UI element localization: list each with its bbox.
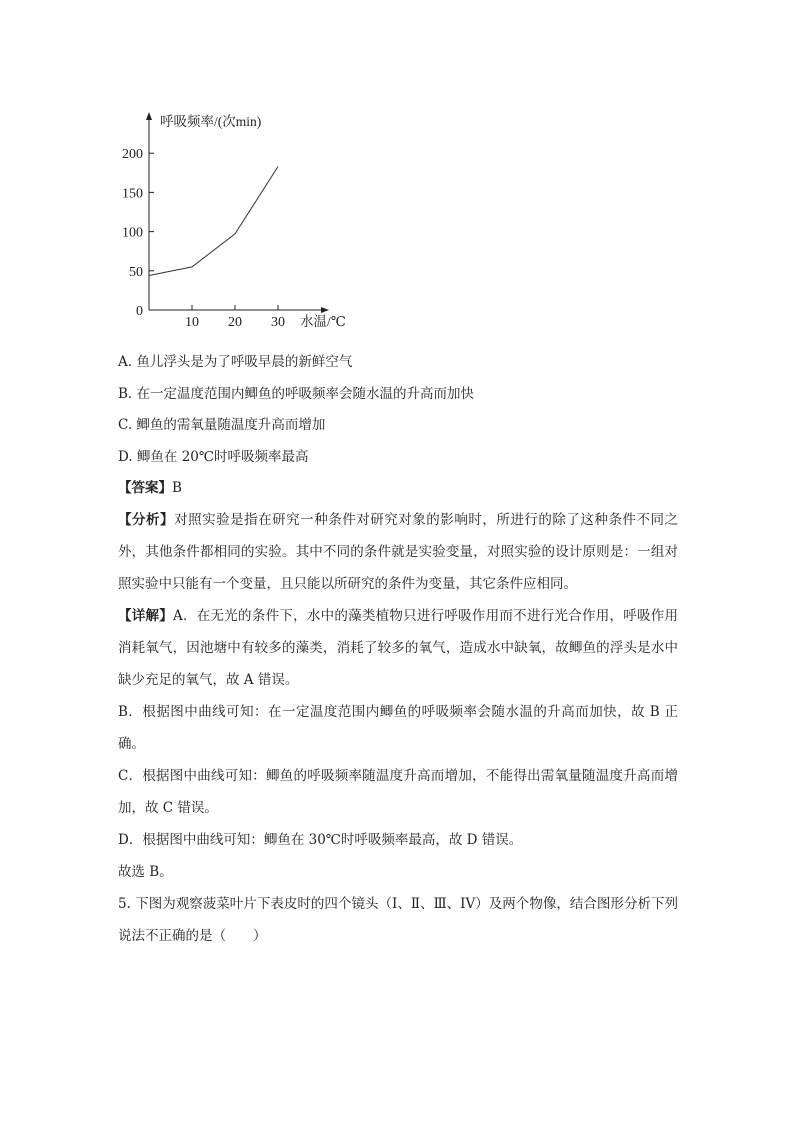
x-tick-label: 10	[185, 315, 199, 330]
y-tick-label: 150	[122, 186, 143, 202]
detail-c: C．根据图中曲线可知：鲫鱼的呼吸频率随温度升高而增加，不能得出需氧量随温度升高而增加，故 C 错误。	[118, 768, 678, 816]
option-d: D. 鲫鱼在 20℃时呼吸频率最高	[118, 449, 309, 465]
answer-tag: 【答案】	[118, 480, 172, 496]
y-tick-label: 50	[129, 264, 143, 280]
y-axis-arrow	[146, 112, 152, 120]
answer	[118, 478, 182, 498]
x-tick-label: 20	[228, 315, 242, 330]
option-c: C. 鲫鱼的需氧量随温度升高而增加	[118, 417, 326, 433]
detail-conclusion: 故选 B。	[118, 864, 173, 880]
chart-axes	[146, 112, 329, 313]
detail-b: B．根据图中曲线可知：在一定温度范围内鲫鱼的呼吸频率会随水温的升高而加快，故 B 正确。	[118, 704, 678, 752]
y-tick-label: 200	[122, 147, 143, 163]
y-tick-label: 0	[136, 304, 143, 319]
analysis-block	[118, 504, 678, 952]
y-tick-label: 100	[122, 225, 143, 241]
series-line	[149, 167, 278, 276]
detail-tag: 【详解】	[118, 608, 174, 624]
analysis-tag: 【分析】	[118, 512, 175, 528]
x-axis-label: 水温/℃	[300, 314, 346, 329]
analysis-text: 对照实验是指在研究一种条件对研究对象的影响时，所进行的除了这种条件不同之外，其他条件都相同的实验。其中不同的条件就是实验变量，对照实验的设计原则是：一组对照实验中只能有一个变量，且只能以所研究的条件为变量，其它条件应相同。	[118, 512, 679, 592]
analysis-paragraph	[118, 504, 678, 600]
x-tick-label: 30	[271, 315, 285, 330]
x-axis-arrow	[321, 307, 329, 313]
option-a: A. 鱼儿浮头是为了呼吸早晨的新鲜空气	[118, 354, 353, 370]
next-question: 5. 下图为观察菠菜叶片下表皮时的四个镜头（I、Ⅱ、Ⅲ、IV）及两个物像，结合图形分析下列说法不正确的是（ ）	[118, 896, 678, 944]
answer-text: B	[172, 480, 182, 496]
detail-a-text: A．在无光的条件下，水中的藻类植物只进行呼吸作用而不进行光合作用，呼吸作用消耗氧气，因池塘中有较多的藻类，消耗了较多的氧气，造成水中缺氧，故鲫鱼的浮头是水中缺少充足的氧气，故 A 错误。	[118, 608, 679, 688]
detail-a	[118, 600, 678, 696]
y-axis-label: 呼吸频率/(次min)	[160, 114, 262, 129]
option-b: B. 在一定温度范围内鲫鱼的呼吸频率会随水温的升高而加快	[118, 386, 475, 402]
detail-d: D．根据图中曲线可知：鲫鱼在 30℃时呼吸频率最高，故 D 错误。	[118, 832, 523, 848]
respiration-chart	[122, 105, 370, 335]
